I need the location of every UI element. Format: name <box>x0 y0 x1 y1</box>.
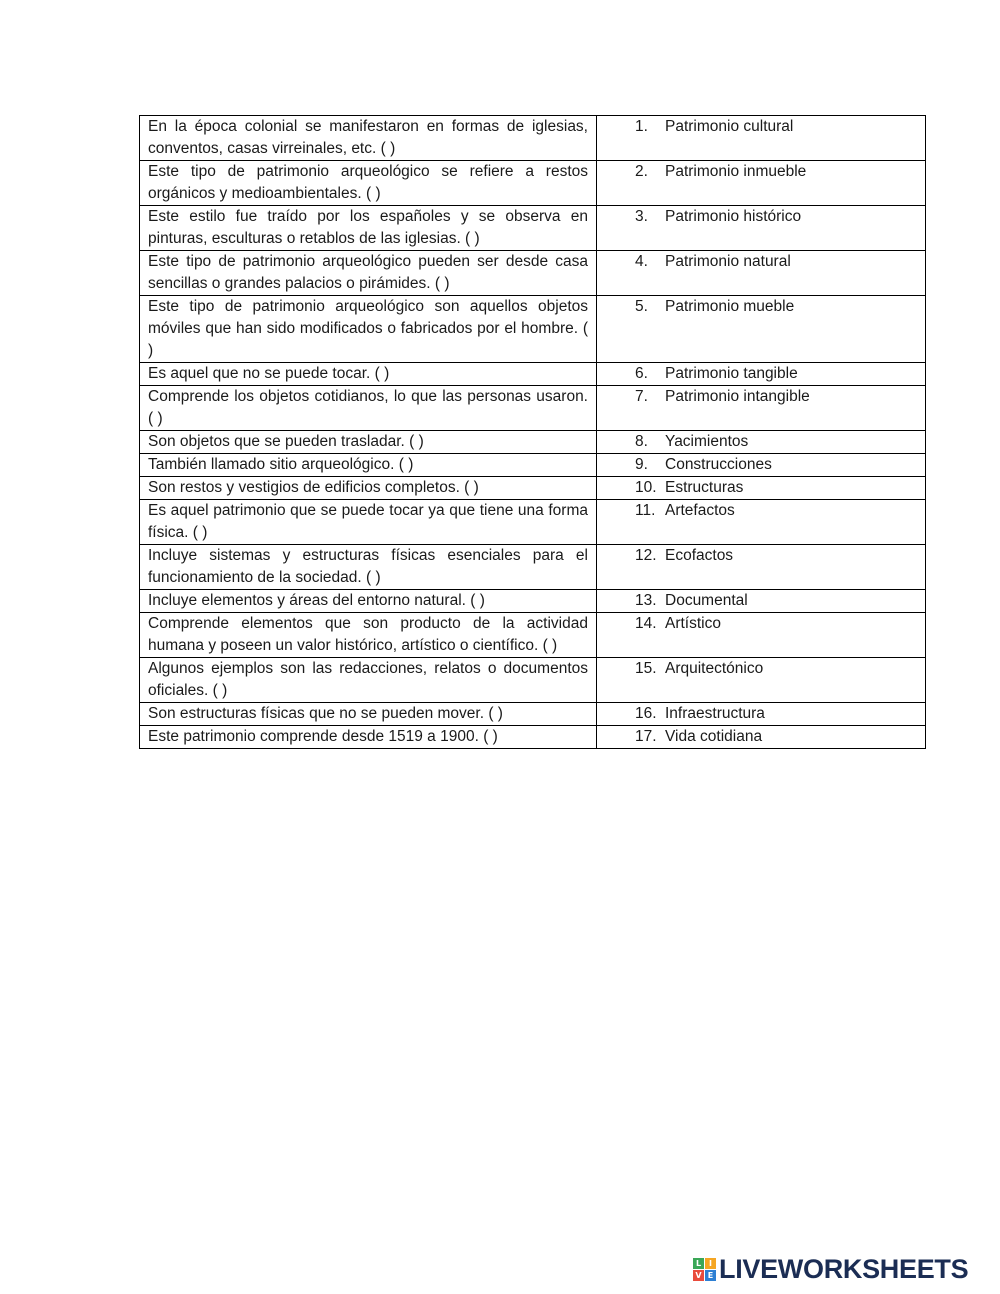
statement-text: En la época colonial se manifestaron en formas de iglesias, conventos, casas virreinales, etc. ( ) <box>148 118 588 157</box>
option-text: Patrimonio intangible <box>665 388 810 405</box>
logo-text: LIVEWORKSHEETS <box>719 1253 969 1284</box>
statement-text: Este patrimonio comprende desde 1519 a 1900. ( ) <box>148 728 498 745</box>
option-number: 3. <box>635 208 648 225</box>
table-row <box>140 545 926 590</box>
option-cell <box>597 726 926 749</box>
option-text: Patrimonio mueble <box>665 298 795 315</box>
option-text: Arquitectónico <box>665 660 764 677</box>
matching-table <box>139 115 926 749</box>
statement-cell <box>140 161 597 206</box>
statement-cell <box>140 431 597 454</box>
logo-mark-icon <box>693 1258 716 1281</box>
option-number: 12. <box>635 547 657 564</box>
option-text: Yacimientos <box>665 433 749 450</box>
option-number: 6. <box>635 365 648 382</box>
option-cell <box>597 431 926 454</box>
option-number: 13. <box>635 592 657 609</box>
table-row <box>140 658 926 703</box>
statement-cell <box>140 116 597 161</box>
option-text: Vida cotidiana <box>665 728 763 745</box>
option-cell <box>597 161 926 206</box>
statement-text: Este tipo de patrimonio arqueológico se refiere a restos orgánicos y medioambientales. ( ) <box>148 163 588 202</box>
statement-text: Comprende elementos que son producto de la actividad humana y poseen un valor histórico, artístico o científico. ( ) <box>148 615 588 654</box>
table-row <box>140 500 926 545</box>
statement-cell <box>140 454 597 477</box>
option-cell <box>597 658 926 703</box>
statement-cell <box>140 363 597 386</box>
statement-cell <box>140 545 597 590</box>
statement-text: Son estructuras físicas que no se pueden mover. ( ) <box>148 705 503 722</box>
option-number: 11. <box>635 502 656 519</box>
option-number: 8. <box>635 433 648 450</box>
table-row <box>140 477 926 500</box>
table-row <box>140 590 926 613</box>
option-number: 16. <box>635 705 657 722</box>
statement-text: Es aquel que no se puede tocar. ( ) <box>148 365 390 382</box>
option-cell <box>597 363 926 386</box>
option-cell <box>597 116 926 161</box>
option-text: Infraestructura <box>665 705 765 722</box>
statement-text: Comprende los objetos cotidianos, lo que las personas usaron. ( ) <box>148 388 588 427</box>
option-text: Estructuras <box>665 479 744 496</box>
option-cell <box>597 545 926 590</box>
statement-cell <box>140 613 597 658</box>
option-number: 7. <box>635 388 648 405</box>
liveworksheets-logo <box>693 1254 968 1284</box>
table-row <box>140 613 926 658</box>
option-cell <box>597 296 926 363</box>
statement-text: Este tipo de patrimonio arqueológico pueden ser desde casa sencillas o grandes palacios o pirámides. ( ) <box>148 253 588 292</box>
option-number: 4. <box>635 253 648 270</box>
option-text: Patrimonio histórico <box>665 208 802 225</box>
logo-mark-letter: L <box>693 1258 704 1269</box>
table-row <box>140 431 926 454</box>
statement-cell <box>140 590 597 613</box>
table-row <box>140 726 926 749</box>
option-cell <box>597 206 926 251</box>
statement-text: También llamado sitio arqueológico. ( ) <box>148 456 414 473</box>
option-number: 5. <box>635 298 648 315</box>
statement-cell <box>140 296 597 363</box>
option-text: Construcciones <box>665 456 772 473</box>
statement-text: Son restos y vestigios de edificios completos. ( ) <box>148 479 479 496</box>
option-text: Artefactos <box>665 502 735 519</box>
option-text: Patrimonio natural <box>665 253 791 270</box>
option-cell <box>597 386 926 431</box>
statement-cell <box>140 477 597 500</box>
option-cell <box>597 500 926 545</box>
option-number: 17. <box>635 728 657 745</box>
option-cell <box>597 454 926 477</box>
statement-text: Este estilo fue traído por los españoles y se observa en pinturas, esculturas o retablos de las iglesias. ( ) <box>148 208 588 247</box>
option-text: Patrimonio tangible <box>665 365 798 382</box>
table-row <box>140 251 926 296</box>
option-number: 15. <box>635 660 657 677</box>
option-number: 10. <box>635 479 657 496</box>
table-row <box>140 454 926 477</box>
statement-cell <box>140 251 597 296</box>
option-text: Patrimonio inmueble <box>665 163 807 180</box>
option-text: Documental <box>665 592 748 609</box>
statement-cell <box>140 386 597 431</box>
statement-cell <box>140 703 597 726</box>
option-text: Ecofactos <box>665 547 734 564</box>
option-text: Patrimonio cultural <box>665 118 794 135</box>
option-number: 2. <box>635 163 648 180</box>
option-cell <box>597 590 926 613</box>
option-cell <box>597 613 926 658</box>
statement-cell <box>140 726 597 749</box>
statement-text: Incluye sistemas y estructuras físicas esenciales para el funcionamiento de la sociedad. ( ) <box>148 547 588 586</box>
statement-text: Son objetos que se pueden trasladar. ( ) <box>148 433 424 450</box>
statement-text: Incluye elementos y áreas del entorno natural. ( ) <box>148 592 485 609</box>
table-row <box>140 161 926 206</box>
option-number: 14. <box>635 615 657 632</box>
logo-mark-letter: I <box>705 1258 716 1269</box>
statement-text: Es aquel patrimonio que se puede tocar ya que tiene una forma física. ( ) <box>148 502 588 541</box>
statement-cell <box>140 500 597 545</box>
option-text: Artístico <box>665 615 721 632</box>
statement-text: Algunos ejemplos son las redacciones, relatos o documentos oficiales. ( ) <box>148 660 588 699</box>
table-row <box>140 116 926 161</box>
table-row <box>140 703 926 726</box>
option-cell <box>597 477 926 500</box>
option-number: 1. <box>635 118 648 135</box>
logo-mark-letter: V <box>693 1270 704 1281</box>
table-row <box>140 386 926 431</box>
statement-text: Este tipo de patrimonio arqueológico son aquellos objetos móviles que han sido modificados o fabricados por el hombre. ( ) <box>148 298 588 359</box>
option-cell <box>597 703 926 726</box>
table-row <box>140 363 926 386</box>
statement-cell <box>140 206 597 251</box>
statement-cell <box>140 658 597 703</box>
logo-mark-letter: E <box>705 1270 716 1281</box>
table-row <box>140 206 926 251</box>
option-number: 9. <box>635 456 648 473</box>
table-row <box>140 296 926 363</box>
option-cell <box>597 251 926 296</box>
